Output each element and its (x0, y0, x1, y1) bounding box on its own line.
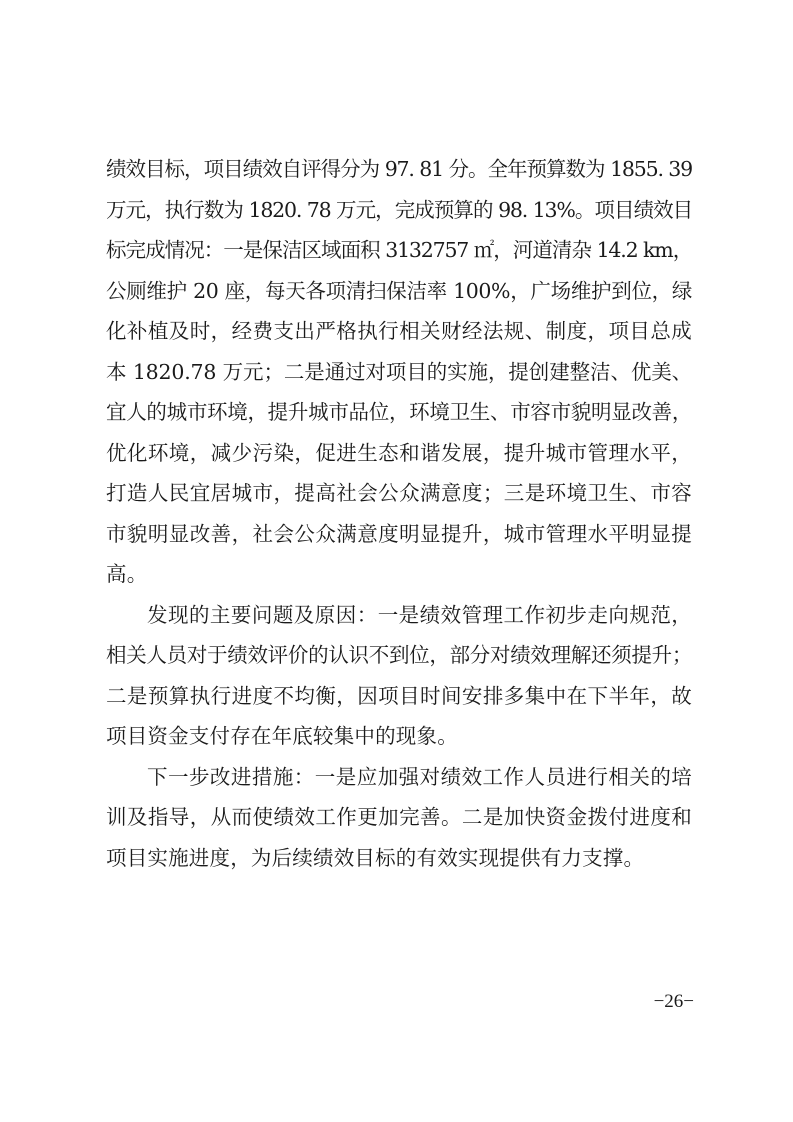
text-line: 公厕维护 20 座，每天各项清扫保洁率 100%，广场维护到位，绿 (106, 278, 692, 303)
text-line: 发现的主要问题及原因：一是绩效管理工作初步走向规范， (147, 602, 692, 627)
text-line: 二是预算执行进度不均衡，因项目时间安排多集中在下半年，故 (106, 683, 692, 708)
text-line: 打造人民宜居城市，提高社会公众满意度；三是环境卫生、市容 (106, 481, 692, 505)
page-number: −26− (653, 991, 694, 1012)
text-line: 下一步改进措施：一是应加强对绩效工作人员进行相关的培 (147, 764, 692, 789)
text-line: 宜人的城市环境，提升城市品位，环境卫生、市容市貌明显改善， (106, 400, 692, 424)
text-line: 标完成情况：一是保洁区域面积 3132757 ㎡，河道清杂 14.2 km， (106, 238, 692, 262)
text-line: 优化环境，减少污染，促进生态和谐发展，提升城市管理水平， (106, 440, 692, 465)
paragraph-improvements (106, 757, 692, 879)
text-line: 本 1820.78 万元；二是通过对项目的实施，提创建整洁、优美、 (106, 359, 692, 384)
text-line: 高。 (106, 562, 148, 586)
text-line: 市貌明显改善，社会公众满意度明显提升，城市管理水平明显提 (106, 521, 692, 546)
paragraph-results (106, 149, 692, 595)
text-line: 绩效目标，项目绩效自评得分为 97. 81 分。全年预算数为 1855. 39 (106, 157, 692, 181)
paragraph-problems (106, 595, 692, 757)
text-line: 万元，执行数为 1820. 78 万元，完成预算的 98. 13%。项目绩效目 (106, 197, 692, 222)
text-line: 相关人员对于绩效评价的认识不到位，部分对绩效理解还须提升； (106, 643, 692, 667)
text-line: 项目资金支付存在年底较集中的现象。 (106, 724, 458, 748)
text-line: 项目实施进度，为后续绩效目标的有效实现提供有力支撑。 (106, 845, 645, 870)
text-line: 化补植及时，经费支出严格执行相关财经法规、制度，项目总成 (106, 319, 692, 343)
text-line: 训及指导，从而使绩效工作更加完善。二是加快资金拨付进度和 (106, 805, 692, 829)
document-body (106, 149, 692, 878)
